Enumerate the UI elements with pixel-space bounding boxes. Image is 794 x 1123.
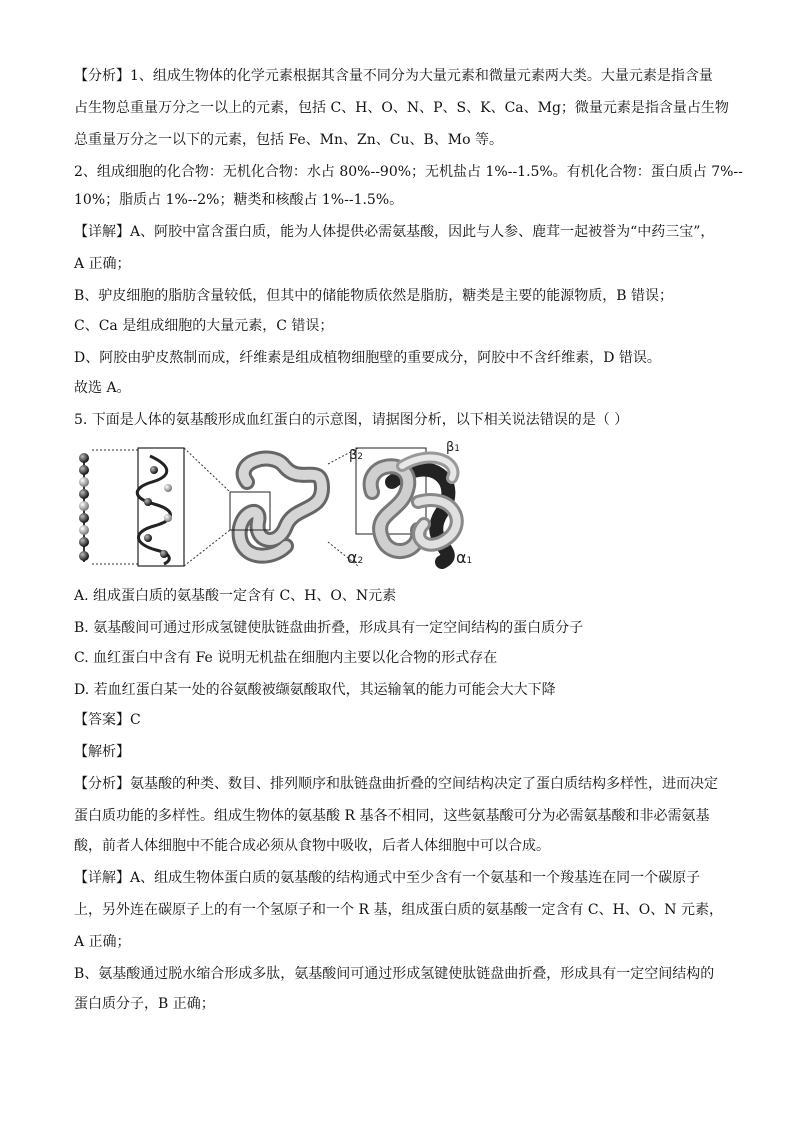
analysis-heading: 【解析】 — [74, 744, 130, 760]
option-a: A. 组成蛋白质的氨基酸一定含有 C、H、O、N元素 — [74, 588, 397, 604]
text-line: 10%；脂质占 1%--2%；糖类和核酸占 1%--1.5%。 — [74, 192, 404, 208]
hemoglobin-tetramer — [356, 448, 457, 562]
text-line: 总重量万分之一以下的元素，包括 Fe、Mn、Zn、Cu、B、Mo 等。 — [74, 132, 504, 148]
hemoglobin-figure — [72, 442, 492, 572]
text-line: A 正确； — [74, 934, 131, 950]
text-line: 【分析】氨基酸的种类、数目、排列顺序和肽链盘曲折叠的空间结构决定了蛋白质结构多样性，进而决定 — [74, 776, 718, 792]
text-line: A 正确； — [74, 256, 131, 272]
text-line: 2、组成细胞的化合物：无机化合物：水占 80%--90%；无机盐占 1%--1.5%。有机化合物：蛋白质占 7%-- — [74, 164, 743, 180]
option-b: B. 氨基酸间可通过形成氢键使肽链盘曲折叠，形成具有一定空间结构的蛋白质分子 — [74, 620, 584, 636]
answer-line: 【答案】C — [74, 712, 141, 728]
text-line: 蛋白质分子，B 正确； — [74, 996, 215, 1012]
text-line: 【详解】A、组成生物体蛋白质的氨基酸的结构通式中至少含有一个氨基和一个羧基连在同一个碳原子 — [74, 870, 701, 886]
text-line: 上，另外连在碳原子上的有一个氢原子和一个 R 基，组成蛋白质的氨基酸一定含有 C、H、O、N 元素， — [74, 902, 723, 918]
text-line: 【分析】1、组成生物体的化学元素根据其含量不同分为大量元素和微量元素两大类。大量元素是指含量 — [74, 68, 713, 84]
beta2-label: β2 — [349, 448, 364, 463]
text-line: B、驴皮细胞的脂肪含量较低，但其中的储能物质依然是脂肪，糖类是主要的能源物质，B 错误； — [74, 288, 674, 304]
hemoglobin-diagram — [72, 442, 492, 572]
amino-acid-chain — [79, 453, 89, 562]
text-line: 占生物总重量万分之一以上的元素，包括 C、H、O、N、P、S、K、Ca、Mg；微量元素是指含量占生物 — [74, 100, 729, 116]
text-line: 【详解】A、阿胶中富含蛋白质，能为人体提供必需氨基酸，因此与人参、鹿茸一起被誉为“中药三宝”， — [74, 224, 715, 240]
text-line: 蛋白质功能的多样性。组成生物体的氨基酸 R 基各不相同，这些氨基酸可分为必需氨基酸和非必需氨基 — [74, 808, 710, 824]
text-line: 酸，前者人体细胞中不能合成必须从食物中吸收，后者人体细胞中可以合成。 — [74, 838, 550, 854]
alpha1-label: α1 — [456, 548, 473, 567]
text-line: B、氨基酸通过脱水缩合形成多肽，氨基酸间可通过形成氢键使肽链盘曲折叠，形成具有一定空间结构的 — [74, 966, 715, 982]
beta1-label: β1 — [446, 440, 461, 455]
text-line: 故选 A。 — [74, 380, 131, 396]
text-line: D、阿胶由驴皮熬制而成，纤维素是组成植物细胞壁的重要成分，阿胶中不含纤维素，D 错误。 — [74, 350, 661, 366]
folded-polypeptide — [230, 459, 322, 556]
option-d: D. 若血红蛋白某一处的谷氨酸被缬氨酸取代，其运输氧的能力可能会大大下降 — [74, 682, 556, 698]
alpha-helix — [137, 448, 184, 566]
alpha2-label: α2 — [347, 548, 364, 567]
text-line: C、Ca 是组成细胞的大量元素，C 错误； — [74, 318, 334, 334]
question-5-stem: 5. 下面是人体的氨基酸形成血红蛋白的示意图，请据图分析，以下相关说法错误的是（ ） — [74, 412, 629, 428]
option-c: C. 血红蛋白中含有 Fe 说明无机盐在细胞内主要以化合物的形式存在 — [74, 650, 498, 666]
